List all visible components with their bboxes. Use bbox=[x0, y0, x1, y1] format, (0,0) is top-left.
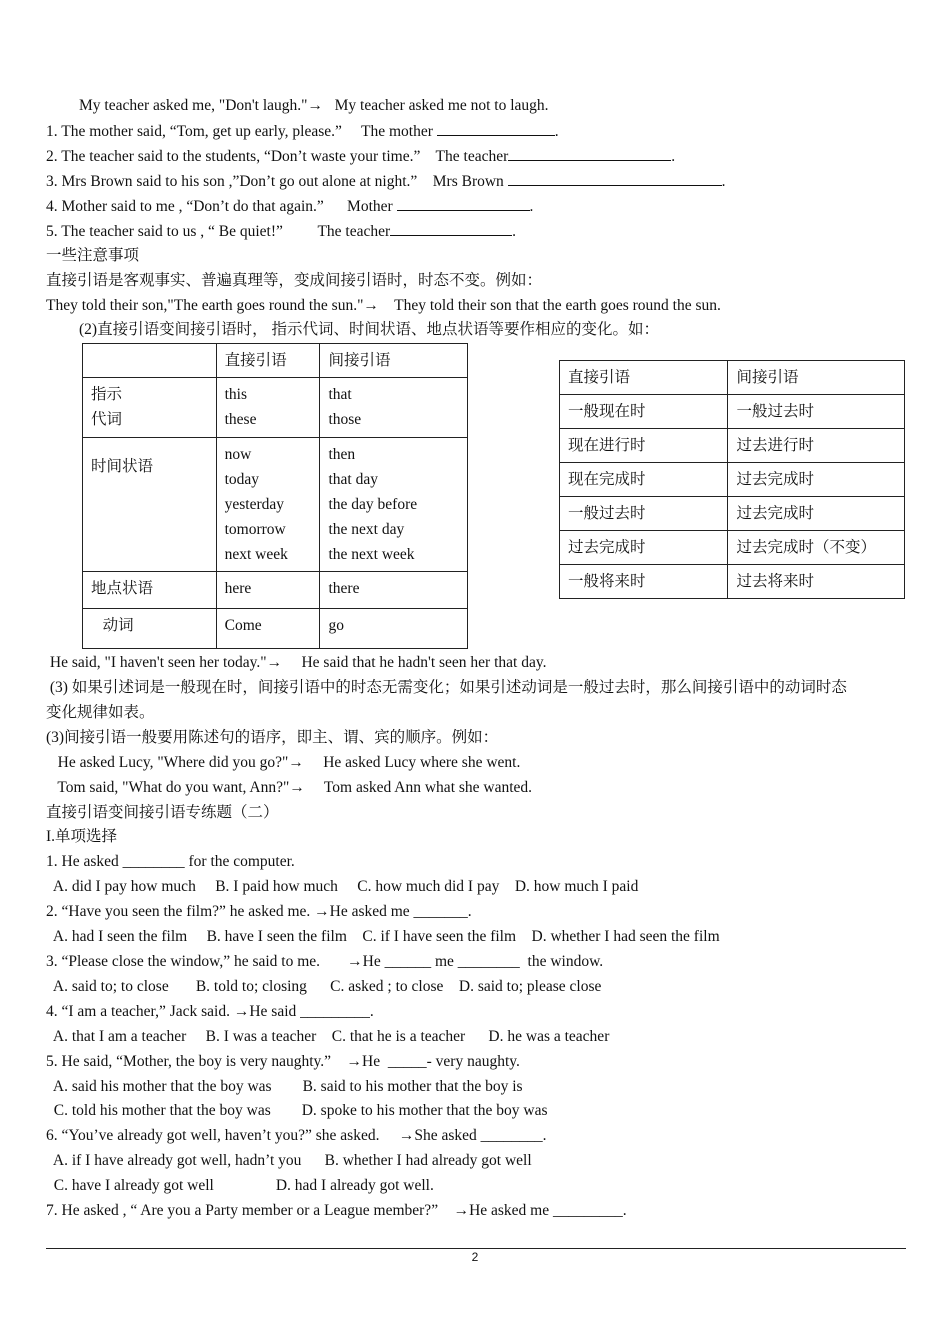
table-cell: 指示 代词 bbox=[83, 378, 217, 438]
options-5-ab: A. said his mother that the boy was B. said to his mother that the boy is bbox=[46, 1078, 523, 1095]
rule-text: (3) 如果引述词是一般现在时，间接引语中的时态无需变化；如果引述动词是一般过去时，那么间接引语中的动词时态 bbox=[46, 679, 847, 696]
table-header-direct: 直接引语 bbox=[216, 344, 320, 378]
table-cell: Come bbox=[216, 609, 320, 649]
table-cell: now today yesterday tomorrow next week bbox=[216, 438, 320, 572]
table-row bbox=[560, 531, 905, 565]
table-cell: 过去完成时 bbox=[728, 497, 905, 531]
pronoun-adverb-table bbox=[82, 343, 468, 649]
table-header-direct: 直接引语 bbox=[560, 361, 728, 395]
table-cell: 动词 bbox=[83, 609, 217, 649]
table-row bbox=[83, 572, 468, 609]
table-row bbox=[83, 609, 468, 649]
rule-text: 直接引语是客观事实、普遍真理等，变成间接引语时，时态不变。例如： bbox=[46, 272, 543, 289]
table-cell: 时间状语 bbox=[83, 438, 217, 572]
table-row bbox=[560, 497, 905, 531]
options-6-cd: C. have I already got well D. had I already got well. bbox=[46, 1177, 434, 1194]
options-1: A. did I pay how much B. I paid how much C. how much did I pay D. how much I paid bbox=[46, 878, 639, 895]
table-cell: 现在完成时 bbox=[560, 463, 728, 497]
example-line: He asked Lucy, "Where did you go?"→ He asked Lucy where she went. bbox=[46, 754, 521, 771]
table-header-indirect: 间接引语 bbox=[320, 344, 468, 378]
table-cell: this these bbox=[216, 378, 320, 438]
exercise-3-text: 3. Mrs Brown said to his son ,”Don’t go out alone at night.” Mrs Brown bbox=[46, 173, 508, 190]
table-cell: 一般现在时 bbox=[560, 395, 728, 429]
example-line: My teacher asked me, "Don't laugh."→ My teacher asked me not to laugh. bbox=[79, 97, 549, 114]
answer-blank[interactable] bbox=[390, 221, 512, 236]
table-cell: 地点状语 bbox=[83, 572, 217, 609]
rule-text: (3)间接引语一般要用陈述句的语序，即主、谓、宾的顺序。例如： bbox=[46, 729, 499, 746]
question-5: 5. He said, “Mother, the boy is very naughty.” →He _____- very naughty. bbox=[46, 1053, 520, 1070]
table-cell: 现在进行时 bbox=[560, 429, 728, 463]
section-subtitle: I.单项选择 bbox=[46, 828, 118, 845]
exercise-4: 4. Mother said to me , “Don’t do that again.” Mother . bbox=[46, 198, 534, 215]
options-6-ab: A. if I have already got well, hadn’t you B. whether I had already got well bbox=[46, 1152, 532, 1169]
table-cell: 过去将来时 bbox=[728, 565, 905, 599]
exercise-1: 1. The mother said, “Tom, get up early, please.” The mother . bbox=[46, 123, 559, 140]
options-3: A. said to; to close B. told to; closing C. asked ; to close D. said to; please close bbox=[46, 978, 602, 995]
table-row bbox=[83, 378, 468, 438]
exercise-2: 2. The teacher said to the students, “Don’t waste your time.” The teacher . bbox=[46, 148, 676, 165]
example-line: Tom said, "What do you want, Ann?"→ Tom asked Ann what she wanted. bbox=[46, 779, 533, 796]
table-cell: 一般过去时 bbox=[728, 395, 905, 429]
table-row bbox=[560, 395, 905, 429]
table-cell: go bbox=[320, 609, 468, 649]
question-1: 1. He asked ________ for the computer. bbox=[46, 853, 295, 870]
table-cell: 过去完成时 bbox=[728, 463, 905, 497]
table-row bbox=[560, 429, 905, 463]
table-cell: 过去进行时 bbox=[728, 429, 905, 463]
exercise-4-text: 4. Mother said to me , “Don’t do that again.” Mother bbox=[46, 198, 397, 215]
table-header-row bbox=[83, 344, 468, 378]
answer-blank[interactable] bbox=[397, 196, 530, 211]
exercise-5-text: 5. The teacher said to us , “ Be quiet!” The teacher bbox=[46, 223, 391, 240]
options-4: A. that I am a teacher B. I was a teacher C. that he is a teacher D. he was a teacher bbox=[46, 1028, 610, 1045]
table-header-row bbox=[560, 361, 905, 395]
table-header-indirect: 间接引语 bbox=[728, 361, 905, 395]
options-2: A. had I seen the film B. have I seen the film C. if I have seen the film D. whether I had seen the film bbox=[46, 928, 720, 945]
question-3: 3. “Please close the window,” he said to me. →He ______ me ________ the window. bbox=[46, 953, 604, 970]
question-6: 6. “You’ve already got well, haven’t you?” she asked. →She asked ________. bbox=[46, 1127, 547, 1144]
table-cell: there bbox=[320, 572, 468, 609]
question-4: 4. “I am a teacher,” Jack said. →He said _________. bbox=[46, 1003, 374, 1020]
footer-divider bbox=[46, 1248, 906, 1249]
answer-blank[interactable] bbox=[508, 171, 722, 186]
rule-text: (2)直接引语变间接引语时， 指示代词、时间状语、地点状语等要作相应的变化。如： bbox=[79, 321, 659, 338]
table-cell: 一般过去时 bbox=[560, 497, 728, 531]
section-title: 直接引语变间接引语专练题（二） bbox=[46, 804, 279, 821]
table-cell: then that day the day before the next day the next week bbox=[320, 438, 468, 572]
question-7: 7. He asked , “ Are you a Party member or a League member?” →He asked me _________. bbox=[46, 1202, 627, 1219]
exercise-2-text: 2. The teacher said to the students, “Don’t waste your time.” The teacher bbox=[46, 148, 509, 165]
table-cell: 过去完成时 bbox=[560, 531, 728, 565]
question-2: 2. “Have you seen the film?” he asked me. →He asked me _______. bbox=[46, 903, 472, 920]
table-row bbox=[83, 438, 468, 572]
options-5-cd: C. told his mother that the boy was D. spoke to his mother that the boy was bbox=[46, 1102, 548, 1119]
table-row bbox=[560, 463, 905, 497]
exercise-3: 3. Mrs Brown said to his son ,”Don’t go out alone at night.” Mrs Brown . bbox=[46, 173, 726, 190]
exercise-1-text: 1. The mother said, “Tom, get up early, please.” The mother bbox=[46, 123, 437, 140]
answer-blank[interactable] bbox=[508, 146, 671, 161]
table-cell: 过去完成时（不变） bbox=[728, 531, 905, 565]
notes-heading: 一些注意事项 bbox=[46, 247, 140, 264]
table-cell bbox=[83, 344, 217, 378]
example-line: He said, "I haven't seen her today."→ He said that he hadn't seen her that day. bbox=[46, 654, 547, 671]
table-row bbox=[560, 565, 905, 599]
table-cell: here bbox=[216, 572, 320, 609]
page-number: 2 bbox=[471, 1250, 479, 1264]
answer-blank[interactable] bbox=[437, 121, 555, 136]
rule-text: 变化规律如表。 bbox=[46, 704, 155, 721]
tense-table bbox=[559, 360, 905, 599]
table-cell: that those bbox=[320, 378, 468, 438]
exercise-5: 5. The teacher said to us , “ Be quiet!” The teacher . bbox=[46, 223, 517, 240]
example-line: They told their son,"The earth goes round the sun."→ They told their son that the earth goes round the sun. bbox=[46, 297, 721, 314]
table-cell: 一般将来时 bbox=[560, 565, 728, 599]
